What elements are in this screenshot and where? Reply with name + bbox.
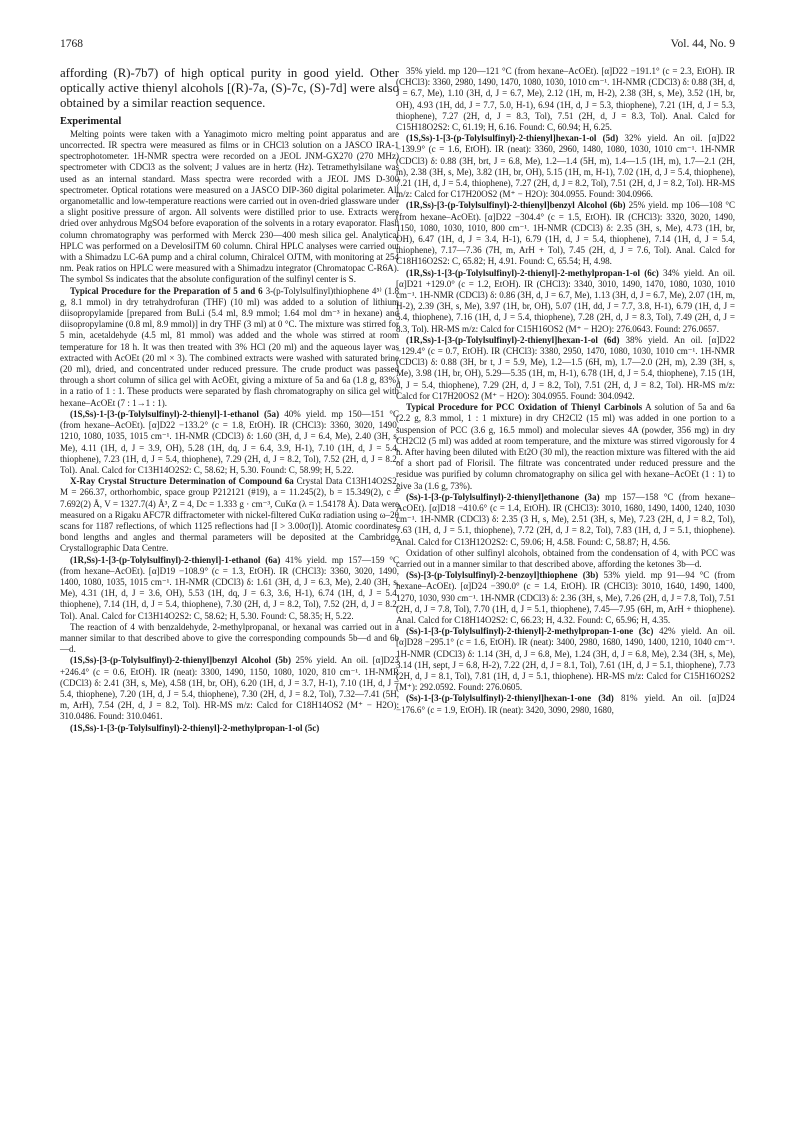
paragraph-title: (1R,Ss)-[3-(p-Tolylsulfinyl)-2-thienyl]benzyl Alcohol (6b)	[406, 200, 626, 211]
paragraph-text: 3-(p-Tolylsulfinyl)thiophene 4⁵⁾ (1.8 g, 8.1 mmol) in dry tetrahydrofuran (THF) (10 ml) was added to a solution of lithium diisopropylamide [prepared from BuLi (5.4 ml, 8.9 mmol; 1.64 mol dm⁻³ in hexane) and diisopropylamine (0.8 ml, 8.9 mmol)] in dry THF (3 ml) at 0 °C. The mixture was stirred for 5 min, acetaldehyde (4.5 ml, 81 mmol) was added and the whole was stirred at room temperature for 18 h. It was then treated with 3% HCl (20 ml) and the aqueous layer was extracted with AcOEt (20 ml × 3). The combined extracts were washed with saturated brine (20 ml), dried, and concentrated under reduced pressure. The crude product was passed through a short column of silica gel with AcOEt, giving a mixture of 5a and 6a (1.8 g, 83%) in a ratio of 1 : 1. These products were separated by flash chromatography on silica gel with hexane–AcOEt (7 : 1→1 : 1).	[60, 285, 399, 408]
paragraph	[396, 548, 735, 570]
paragraph	[396, 492, 735, 548]
paragraph	[396, 268, 735, 335]
paragraph-text: 81% yield. An oil. [α]D24 −176.6° (c = 1.9, EtOH). IR (neat): 3420, 3090, 2980, 1680,	[396, 693, 735, 715]
paragraph	[60, 655, 399, 722]
paragraph-title: (1R,Ss)-1-[3-(p-Tolylsulfinyl)-2-thienyl]-2-methylpropan-1-ol (6c)	[406, 267, 659, 278]
paragraph-text: Melting points were taken with a Yanagimoto micro melting point apparatus and are uncorrected. IR spectra were measured as films or in CHCl3 solution on a JASCO IRA-1 spectrophotometer. 1H-NMR spectra were recorded on a JEOL JNM-GX270 (270 MHz) spectrometer with CDCl3 as the solvent; J values are in hertz (Hz). Tetramethylsilane was used as an internal standard. Mass spectra were recorded with a JEOL JMS D-300 spectrometer. Optical rotations were measured on a JASCO DIP-360 digital polarimeter. All organometallic and low-temperature reactions were carried out in oven-dried glassware under a slight positive pressure of argon. All solvents were distilled prior to use. Extracts were dried over anhydrous MgSO4 before evaporation of the solvents in a rotary evaporator. Flash column chromatography was performed with Merck 230—400 mesh silica gel. Analytical HPLC was performed on a DevelosilTM 60 column. Chiral HPLC analyses were carried out with a Shimadzu LC-6A pump and a chiral column, Chiralcel OJTM, with monitoring at 254 nm. Peak ratios on HPLC were measured with a Shimadzu integrator (Chromatopac C-R6A). The symbol Ss indicates that the absolute configuration of the sulfinyl center is S.	[60, 128, 399, 285]
paragraph-text: 53% yield. mp 91—94 °C (from hexane–AcOEt). [α]D24 −390.0° (c = 1.4, EtOH). IR (CHCl3): 3010, 1640, 1490, 1400, 1270, 1030, 930 cm⁻¹. 1H-NMR (CDCl3) δ: 2.36 (3H, s, Me), 7.26 (2H, d, J = 7.8, Tol), 7.51 (2H, d, J = 7.8, Tol), 7.70 (1H, d, J = 5.1, thiophene), 7.45—7.95 (6H, m, ArH + thiophene). Anal. Calcd for C18H14O2S2: C, 66.23; H, 4.32. Found: C, 65.96; H, 4.35.	[396, 570, 735, 625]
paragraph-title: (Ss)-1-[3-(p-Tolylsulfinyl)-2-thienyl]ethanone (3a)	[406, 491, 600, 502]
left-column	[60, 66, 399, 734]
paragraph	[60, 409, 399, 476]
page-header	[60, 38, 735, 54]
paragraph-title: (1S,Ss)-1-[3-(p-Tolylsulfinyl)-2-thienyl]-1-ethanol (5a)	[70, 408, 280, 419]
paragraph-text: 34% yield. An oil. [α]D21 +129.0° (c = 1.2, EtOH). IR (CHCl3): 3340, 3010, 1490, 1470, 1080, 1030, 1010 cm⁻¹. 1H-NMR (CDCl3) δ: 0.86 (3H, d, J = 6.7, Me), 1.13 (3H, d, J = 6.7, Me), 2.07 (1H, m, H-2), 2.39 (3H, s, Me), 3.97 (1H, br, OH), 5.07 (1H, dd, J = 7.7, 3.8, H-1), 6.79 (1H, d, J = 5.4, thiophene), 7.16 (1H, d, J = 5.4, thiophene), 7.28 (2H, d, J = 8.3, Tol), 7.49 (2H, d, J = 8.3, Tol). HR-MS m/z: Calcd for C15H16OS2 (M⁺ − H2O): 276.0643. Found: 276.0657.	[396, 267, 735, 334]
paragraph-title: (1R,Ss)-1-[3-(p-Tolylsulfinyl)-2-thienyl]-1-ethanol (6a)	[70, 554, 281, 565]
journal-volume: Vol. 44, No. 9	[670, 38, 735, 50]
paragraph	[60, 129, 399, 286]
paragraph	[396, 570, 735, 626]
paragraph	[396, 133, 735, 200]
paragraph-text: 32% yield. An oil. [α]D22 −139.9° (c = 1.6, EtOH). IR (neat): 3360, 2960, 1480, 1080, 1030, 1010 cm⁻¹. 1H-NMR (CDCl3) δ: 0.88 (3H, brt, J = 6.8, Me), 1.2—1.4 (5H, m), 1.4—1.5 (1H, m), 1.7—2.1 (2H, m), 2.38 (3H, s, Me), 3.82 (1H, br, OH), 5.15 (1H, m, H-1), 7.02 (1H, d, J = 5.4, thiophene), 7.21 (1H, d, J = 5.4, thiophene), 7.27 (2H, d, J = 8.2, Tol), 7.51 (2H, d, J = 8.2, Tol). HR-MS m/z: Calcd for C17H20OS2 (M⁺ − H2O): 304.0955. Found: 304.0966.	[396, 133, 735, 200]
paragraph	[396, 693, 735, 715]
paragraph-title: (1S,Ss)-1-[3-(p-Tolylsulfinyl)-2-thienyl]hexan-1-ol (5d)	[406, 133, 619, 144]
intro-paragraph: affording (R)-7b7) of high optical purity in good yield. Other optically active thienyl alcohols [(R)-7a, (S)-7c, (S)-7d] were also obtained by a similar reaction sequence.	[60, 66, 399, 111]
paragraph	[60, 286, 399, 409]
paragraph-text: 41% yield. mp 157—159 °C (from hexane–AcOEt). [α]D19 −108.9° (c = 1.3, EtOH). IR (CHCl3): 3360, 3020, 1490, 1400, 1080, 1035, 1015 cm⁻¹. 1H-NMR (CDCl3) δ: 1.61 (3H, d, J = 6.3, Me), 2.40 (3H, s, Me), 4.31 (1H, d, J = 3.6, OH), 5.53 (1H, dq, J = 6.3, 3.6, H-1), 6.74 (1H, d, J = 5.4, thiophene), 7.14 (1H, d, J = 5.4, thiophene), 7.30 (2H, d, J = 8.2, Tol), 7.52 (2H, d, J = 8.2, Tol). Anal. Calcd for C13H14O2S2: C, 58.62; H, 5.30. Found: C, 58.35; H, 5.22.	[60, 554, 399, 621]
paragraph-title: (1S,Ss)-1-[3-(p-Tolylsulfinyl)-2-thienyl]-2-methylpropan-1-ol (5c)	[70, 722, 320, 733]
paragraph-text: A solution of 5a and 6a (2.2 g, 8.3 mmol, 1 : 1 mixture) in dry CH2Cl2 (15 ml) was added in one portion to a suspension of PCC (3.6 g, 16.5 mmol) and molecular sieves 4A (powder, 356 mg) in dry CH2Cl2 (5 ml) was added at room temperature, and the mixture was stirred vigorously for 4 h. After having been diluted with Et2O (30 ml), the reaction mixture was filtered with the aid of a short pad of Florisil. The filtrate was concentrated under reduced pressure and the residue was purified by column chromatography on silica gel with hexane–AcOEt (1 : 1) to give 3a (1.6 g, 73%).	[396, 402, 735, 491]
page-number: 1768	[60, 38, 83, 50]
paragraph-text: 42% yield. An oil. [α]D28 −295.1° (c = 1.6, EtOH). IR (neat): 3400, 2980, 1680, 1490, 1400, 1210, 1040 cm⁻¹. 1H-NMR (CDCl3) δ: 1.14 (3H, d, J = 6.8, Me), 1.24 (3H, d, J = 6.8, Me), 2.34 (3H, s, Me), 3.14 (1H, sept, J = 6.8, H-2), 7.22 (2H, d, J = 8.1, Tol), 7.61 (1H, d, J = 5.1, thiophene), 7.73 (2H, d, J = 8.1, Tol), 7.81 (1H, d, J = 5.1, thiophene). HR-MS m/z: Calcd for C15H16O2S2 (M⁺): 292.0592. Found: 276.0605.	[396, 626, 736, 693]
paragraph	[60, 476, 399, 554]
paragraph-text: The reaction of 4 with benzaldehyde, 2-methylpropanal, or hexanal was carried out in a manner similar to that described above to give the corresponding compounds 5b—d and 6b—d.	[60, 621, 399, 655]
paragraph-text: 40% yield. mp 150—151 °C (from hexane–AcOEt). [α]D22 −133.2° (c = 1.8, EtOH). IR (CHCl3): 3360, 3020, 1490, 1210, 1080, 1035, 1015 cm⁻¹. 1H-NMR (CDCl3) δ: 1.60 (3H, d, J = 6.4, Me), 2.40 (3H, s, Me), 4.11 (1H, d, J = 3.9, OH), 5.28 (1H, dq, J = 6.4, 3.9, H-1), 7.10 (1H, d, J = 5.4, thiophene), 7.23 (1H, d, J = 5.4, thiophene), 7.29 (2H, d, J = 8.2, Tol), 7.52 (2H, d, J = 8.2, Tol). Anal. Calcd for C13H14O2S2: C, 58.62; H, 5.30. Found: C, 58.99; H, 5.22.	[60, 408, 399, 475]
paragraph-text: Crystal Data C13H14O2S2, M = 266.37, orthorhombic, space group P212121 (#19), a = 11.245(2), b = 15.349(2), c = 7.692(2) Å, V = 1327.7(4) Å³, Z = 4, Dc = 1.333 g · cm⁻³, CuKα (λ = 1.54178 Å). Data were measured on a Rigaku AFC7R diffractometer with nickel-filtered CuKα radiation using ω–2θ scans for 1187 reflections, of which 1125 reflections had [I > 3.00σ(I)]. Atomic coordinates, bond lengths and angles and thermal parameters will be deposited at the Cambridge Crystallographic Data Centre.	[60, 476, 400, 554]
paragraph	[396, 200, 735, 267]
paragraph-text: 25% yield. mp 106—108 °C (from hexane–AcOEt). [α]D22 −304.4° (c = 1.5, EtOH). IR (CHCl3): 3320, 3020, 1490, 1150, 1080, 1030, 1010, 800 cm⁻¹. 1H-NMR (CDCl3) δ: 2.35 (3H, s, Me), 4.73 (1H, br, OH), 6.47 (1H, d, J = 3.4, H-1), 6.79 (1H, d, J = 5.4, thiophene), 7.14 (1H, d, J = 5.4, thiophene), 7.17—7.36 (7H, m, ArH + Tol), 7.45 (2H, d, J = 7.6, Tol). Anal. Calcd for C18H16O2S2: C, 65.82; H, 4.91. Found: C, 65.54; H, 4.98.	[396, 200, 736, 267]
paragraph-text: 38% yield. An oil. [α]D22 −129.4° (c = 0.7, EtOH). IR (CHCl3): 3380, 2950, 1470, 1080, 1030, 1010 cm⁻¹. 1H-NMR (CDCl3) δ: 0.88 (3H, br t, J = 5.9, Me), 1.2—1.5 (6H, m), 1.7—2.0 (2H, m), 2.39 (3H, s, Me), 3.98 (1H, br, OH), 5.29—5.35 (1H, m, H-1), 6.78 (1H, d, J = 5.4, thiophene), 7.15 (1H, d, J = 5.4, thiophene), 7.29 (2H, d, J = 8.2, Tol), 7.51 (2H, d, J = 8.2, Tol). HR-MS m/z: Calcd for C17H20OS2 (M⁺ − H2O): 304.0955. Found: 304.0942.	[396, 334, 735, 401]
paragraph-title: (Ss)-1-[3-(p-Tolylsulfinyl)-2-thienyl]hexan-1-one (3d)	[406, 693, 614, 704]
paragraph-title: (1R,Ss)-1-[3-(p-Tolylsulfinyl)-2-thienyl]hexan-1-ol (6d)	[406, 334, 620, 345]
section-title: Experimental	[60, 115, 122, 127]
paragraph	[396, 626, 735, 693]
paragraph	[60, 723, 399, 734]
paragraph-text: mp 157—158 °C (from hexane–AcOEt). [α]D18 −410.6° (c = 1.4, EtOH). IR (CHCl3): 3010, 1680, 1490, 1400, 1240, 1030 cm⁻¹. 1H-NMR (CDCl3) δ: 2.35 (3 H, s, Me), 2.51 (3H, s, Me), 7.23 (2H, d, J = 8.2, Tol), 7.63 (1H, d, J = 5.1, thiophene), 7.72 (2H, d, J = 8.2, Tol), 7.83 (1H, d, J = 5.1, thiophene). Anal. Calcd for C13H12O2S2: C, 59.06; H, 4.58. Found: C, 58.87; H, 4.56.	[396, 491, 736, 547]
paragraph-title: (1S,Ss)-[3-(p-Tolylsulfinyl)-2-thienyl]benzyl Alcohol (5b)	[70, 655, 291, 666]
paragraph-title: Typical Procedure for the Preparation of 5 and 6	[70, 285, 263, 296]
left-paragraphs	[60, 129, 399, 734]
paragraph	[396, 335, 735, 402]
paragraph-text: 35% yield. mp 120—121 °C (from hexane–AcOEt). [α]D22 −191.1° (c = 2.3, EtOH). IR (CHCl3): 3360, 2980, 1490, 1470, 1080, 1030, 1010 cm⁻¹. 1H-NMR (CDCl3) δ: 0.88 (3H, d, J = 6.7, Me), 1.10 (3H, d, J = 6.7, Me), 2.12 (1H, m, H-2), 2.38 (3H, s, Me), 3.52 (1H, br, OH), 4.93 (1H, dd, J = 7.7, 5.0, H-1), 6.94 (1H, d, J = 5.3, thiophene), 7.21 (1H, d, J = 5.3, thiophene), 7.27 (2H, d, J = 8.3, Tol), 7.51 (2H, d, J = 8.3, Tol). Anal. Calcd for C15H18O2S2: C, 61.19; H, 6.16. Found: C, 60.94; H, 6.25.	[396, 66, 735, 133]
paragraph-title: Typical Procedure for PCC Oxidation of Thienyl Carbinols	[406, 402, 643, 413]
paragraph	[60, 555, 399, 622]
right-column	[396, 66, 735, 716]
paragraph	[396, 402, 735, 492]
paragraph	[396, 66, 735, 133]
paragraph-text: 25% yield. An oil. [α]D23 +246.4° (c = 0.6, EtOH). IR (neat): 3300, 1490, 1150, 1080, 1020, 810 cm⁻¹. 1H-NMR (CDCl3) δ: 2.41 (3H, s, Me), 4.58 (1H, br, OH), 6.20 (1H, d, J = 3.7, H-1), 7.10 (1H, d, J = 5.4, thiophene), 7.20 (1H, d, J = 5.4, thiophene), 7.30 (2H, d, J = 8.2, Tol), 7.32—7.41 (5H, m, ArH), 7.54 (2H, d, J = 8.2, Tol). HR-MS m/z: Calcd for C18H14OS2 (M⁺ − H2O): 310.0486. Found: 310.0461.	[60, 655, 400, 722]
paragraph-title: (Ss)-1-[3-(p-Tolylsulfinyl)-2-thienyl]-2-methylpropan-1-one (3c)	[406, 626, 654, 637]
right-paragraphs	[396, 66, 735, 716]
paragraph-text: Oxidation of other sulfinyl alcohols, obtained from the condensation of 4, with PCC was carried out in a manner similar to that described above, affording the ketones 3b—d.	[396, 547, 735, 569]
paragraph-title: (Ss)-[3-(p-Tolylsulfinyl)-2-benzoyl]thiophene (3b)	[406, 570, 599, 581]
paragraph	[60, 622, 399, 656]
paragraph-title: X-Ray Crystal Structure Determination of Compound 6a	[70, 476, 294, 487]
